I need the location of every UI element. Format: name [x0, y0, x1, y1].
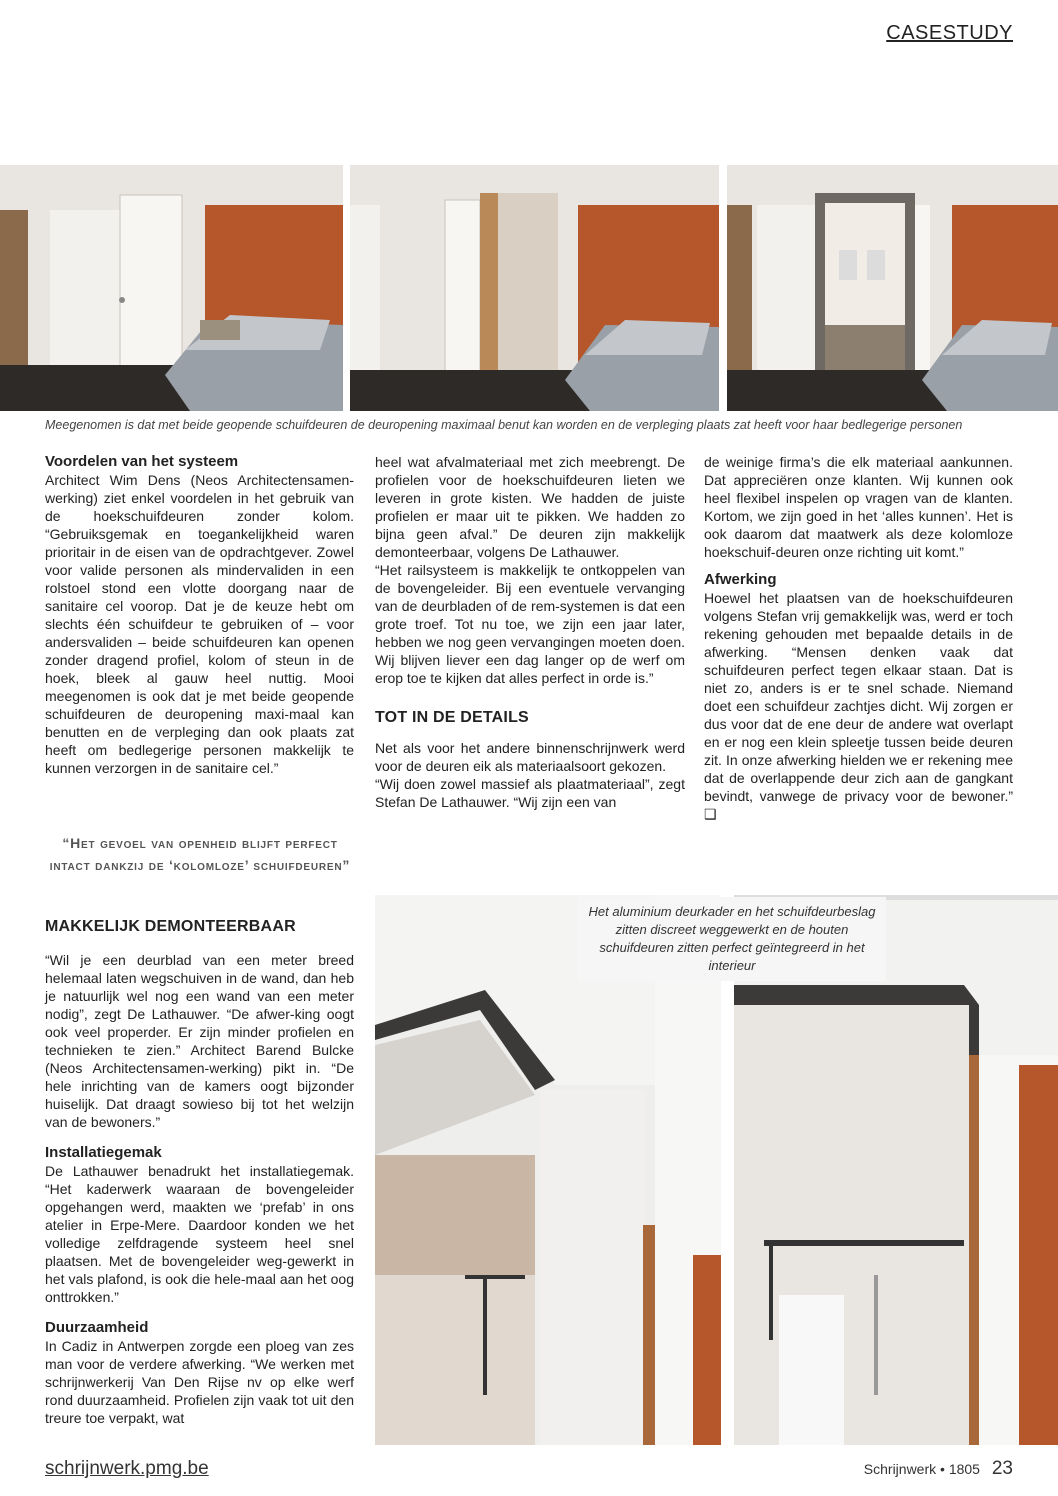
room-photo-door-half-open — [350, 165, 719, 411]
heading-afwerking: Afwerking — [704, 571, 777, 588]
paragraph-afval: heel wat afvalmateriaal met zich meebrengt. De profielen voor de hoekschuifdeuren lieten we leveren in grote kisten. We hadden de juiste profielen er maar uit te pikken. We hadden zo bijna geen afval.” De deuren zijn makkelijk demonteerbaar, volgens De Lathauwer. — [375, 454, 685, 560]
text-column-1-lower — [45, 918, 354, 1427]
heading-duurzaamheid: Duurzaamheid — [45, 1319, 149, 1336]
text-column-1 — [45, 453, 354, 777]
text-column-3 — [704, 453, 1013, 823]
paragraph-duurzaamheid: In Cadiz in Antwerpen zorgde een ploeg van zes man voor de verdere afwerking. “We werken met schrijnwerkerij Van Den Rijse nv op elke werf rond duurzaamheid. Profielen zijn vaak tot uit den treure toe verpakt, wat — [45, 1338, 354, 1426]
bottom-photo-caption: Het aluminium deurkader en het schuifdeurbeslag zitten discreet weggewerkt en de houten schuifdeuren zitten perfect geïntegreerd in het interieur — [578, 897, 886, 981]
paragraph-railsysteem: “Het railsysteem is makkelijk te ontkoppelen van de bovengeleider. Bij een eventuele vervanging van de deurbladen of de rem-systemen is dat een grote troef. Tot nu toe, we zijn een jaar later, hebben we nog geen vervangingen moeten doen. Wij blijven liever een dag langer op de werf om erop toe te kijken dat alles perfect in orde is.” — [375, 562, 685, 686]
paragraph-installatiegemak: De Lathauwer benadrukt het installatiegemak. “Het kaderwerk waaraan de bovengeleider opgehangen werd, maakten we ‘prefab’ in ons atelier in Erpe-Mere. Daardoor konden we het volledige zelfdragende systeem heel snel plaatsen. Met de bovengeleider weg-gewerkt in het vals plafond, is ook die hele-maal aan het oog onttrokken.” — [45, 1163, 354, 1305]
paragraph-afwerking: Hoewel het plaatsen van de hoekschuifdeuren volgens Stefan vrij gemakkelijk was, werd er toch rekening gehouden met bepaalde details in de afwerking. “Mensen denken vaak dat schuifdeuren perfect tegen elkaar staan. Dat is niet zo, anders is er te snel schade. Niemand doet een schuifdeur zachtjes dicht. Wij zorgen er dus voor dat de ene deur de andere wat overlapt en er nog een klein spleetje tussen beide deuren zit. In onze afwerking hielden we er rekening mee dat de overlappende deur zich aan de gangkant bevindt, vanwege de privacy voor de bewoner.” ❑ — [704, 590, 1013, 822]
paragraph-demonteerbaar: “Wil je een deurblad van een meter breed helemaal laten wegschuiven in de wand, dan heb je natuurlijk wel nog een wand van een meter nodig”, zegt De Lathauwer. “De afwer-king oogt ook veel properder. Er zijn minder profielen en technieken te zien.” Architect Barend Bulcke (Neos Architectensamen-werking) pikt in. “De hele inrichting van de kamers oogt bijzonder huiselijk. Dat draagt sowieso bij tot het welzijn van de bewoners.” — [45, 952, 354, 1130]
heading-demonteerbaar: MAKKELIJK DEMONTEERBAAR — [45, 918, 296, 935]
issue-label: Schrijnwerk • 1805 — [863, 1461, 980, 1477]
paragraph-firmas: de weinige firma’s die elk materiaal aankunnen. Dat appreciëren onze klanten. Wij kunnen ook heel flexibel inspelen op vragen van de klanten. Kortom, we zijn goed in het ‘alles kunnen’. Het is ook daarom dat maatwerk als deze kolomloze hoekschuif-deuren onze richting uit komt.” — [704, 454, 1013, 560]
paragraph-eik: Net als voor het andere binnenschrijnwerk werd voor de deuren eik als materiaalsoort gekozen. — [375, 740, 685, 774]
section-header: CASESTUDY — [886, 22, 1013, 44]
heading-voordelen: Voordelen van het systeem — [45, 453, 239, 470]
paragraph-massief: “Wij doen zowel massief als plaatmateriaal”, zegt Stefan De Lathauwer. “Wij zijn een van — [375, 776, 685, 810]
room-photo-doors-open — [727, 165, 1058, 411]
page-number: 23 — [991, 1458, 1013, 1479]
website-link[interactable]: schrijnwerk.pmg.be — [45, 1458, 209, 1479]
text-column-2 — [375, 453, 685, 811]
top-photo-caption: Meegenomen is dat met beide geopende schuifdeuren de deuropening maximaal benut kan worden en de verpleging plaats zat heeft voor haar bedlegerige personen — [45, 418, 963, 432]
heading-installatiegemak: Installatiegemak — [45, 1144, 162, 1161]
footer-issue — [864, 1458, 1013, 1480]
pull-quote: “Het gevoel van openheid blijft perfect intact dankzij de ‘kolomloze’ schuifdeuren” — [49, 835, 351, 873]
paragraph-voordelen: Architect Wim Dens (Neos Architectensamen-werking) ziet enkel voordelen in het gebruik van de hoekschuifdeuren zonder kolom. “Gebruiksgemak en toegankelijkheid waren prioritair in de eisen van de opdrachtgever. Zowel voor valide personen als mindervaliden in een rolstoel stond een vlotte doorgang naar de sanitaire cel voorop. Dat je de keuze hebt om slechts één schuifdeur te gebruiken of – voor andersvaliden – beide schuifdeuren kan openen zonder dragend profiel, kolom of steun in de hoek, bleek al gauw heel nuttig. Mooi meegenomen is ook dat je met beide geopende schuifdeuren de deuropening maxi-maal kan benutten en de verpleging dan ook plaats zat heeft om bedlegerige personen makkelijk te kunnen verzorgen in de sanitaire cel.” — [45, 472, 354, 776]
heading-details: TOT IN DE DETAILS — [375, 709, 529, 726]
room-photo-doors-closed — [0, 165, 343, 411]
